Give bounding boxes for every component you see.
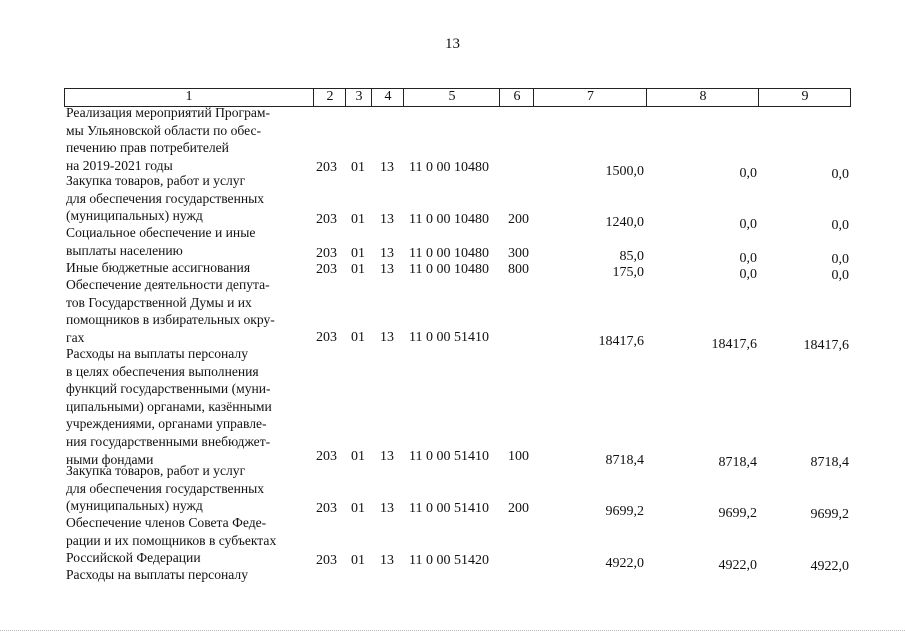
row-code-type: 200 bbox=[508, 501, 529, 516]
row-amount-col9: 4922,0 bbox=[810, 559, 849, 574]
row-code-admin: 203 bbox=[316, 246, 337, 261]
row-amount-col7: 9699,2 bbox=[605, 504, 644, 519]
header-col-4: 4 bbox=[371, 89, 404, 106]
row-description: Обеспечение деятельности депута- тов Государственной Думы и их помощников в избирательных окру- гах bbox=[66, 277, 275, 345]
row-code-subsection: 13 bbox=[380, 553, 394, 568]
row-code-section: 01 bbox=[351, 330, 365, 345]
row-amount-col9: 18417,6 bbox=[803, 338, 849, 353]
row-code-subsection: 13 bbox=[380, 330, 394, 345]
row-code-type: 300 bbox=[508, 246, 529, 261]
row-code-type: 100 bbox=[508, 449, 529, 464]
row-description: Реализация мероприятий Програм- мы Ульяновской области по обес- печению прав потребителей на 2019-2021 годы bbox=[66, 105, 271, 173]
header-col-8: 8 bbox=[646, 89, 759, 106]
row-code-subsection: 13 bbox=[380, 160, 394, 175]
row-amount-col8: 0,0 bbox=[739, 166, 757, 181]
row-amount-col8: 0,0 bbox=[739, 251, 757, 266]
row-code-subsection: 13 bbox=[380, 212, 394, 227]
row-code-admin: 203 bbox=[316, 553, 337, 568]
row-amount-col8: 8718,4 bbox=[718, 455, 757, 470]
row-code-subsection: 13 bbox=[380, 262, 394, 277]
row-amount-col8: 18417,6 bbox=[711, 337, 757, 352]
row-description: Иные бюджетные ассигнования bbox=[66, 260, 251, 275]
row-amount-col7: 175,0 bbox=[612, 265, 644, 280]
row-description: Расходы на выплаты персоналу bbox=[66, 567, 248, 582]
row-description: Закупка товаров, работ и услуг для обеспечения государственных (муниципальных) нужд bbox=[66, 463, 265, 514]
header-col-1: 1 bbox=[185, 89, 193, 104]
row-amount-col7: 8718,4 bbox=[605, 453, 644, 468]
row-code-subsection: 13 bbox=[380, 246, 394, 261]
row-code-target: 11 0 00 10480 bbox=[409, 262, 489, 277]
row-description: Обеспечение членов Совета Феде- рации и их помощников в субъектах Российской Федерации bbox=[66, 515, 277, 566]
row-code-target: 11 0 00 51410 bbox=[409, 501, 489, 516]
row-amount-col8: 0,0 bbox=[739, 267, 757, 282]
row-amount-col8: 4922,0 bbox=[718, 558, 757, 573]
row-code-admin: 203 bbox=[316, 212, 337, 227]
row-amount-col7: 1240,0 bbox=[605, 215, 644, 230]
row-code-section: 01 bbox=[351, 212, 365, 227]
row-amount-col8: 9699,2 bbox=[718, 506, 757, 521]
row-code-section: 01 bbox=[351, 246, 365, 261]
scan-edge-divider bbox=[0, 630, 905, 631]
row-code-type: 800 bbox=[508, 262, 529, 277]
row-code-section: 01 bbox=[351, 449, 365, 464]
row-amount-col9: 0,0 bbox=[831, 167, 849, 182]
row-code-admin: 203 bbox=[316, 501, 337, 516]
row-code-section: 01 bbox=[351, 160, 365, 175]
header-col-3: 3 bbox=[345, 89, 372, 106]
row-code-target: 11 0 00 10480 bbox=[409, 246, 489, 261]
row-amount-col9: 0,0 bbox=[831, 268, 849, 283]
row-code-admin: 203 bbox=[316, 449, 337, 464]
row-code-target: 11 0 00 10480 bbox=[409, 212, 489, 227]
row-amount-col9: 0,0 bbox=[831, 218, 849, 233]
row-amount-col7: 1500,0 bbox=[605, 164, 644, 179]
row-amount-col8: 0,0 bbox=[739, 217, 757, 232]
row-code-type: 200 bbox=[508, 212, 529, 227]
header-col-9: 9 bbox=[758, 89, 851, 106]
row-code-subsection: 13 bbox=[380, 449, 394, 464]
page-number: 13 bbox=[445, 36, 460, 52]
row-description: Социальное обеспечение и иные выплаты населению bbox=[66, 225, 256, 258]
header-col-7: 7 bbox=[533, 89, 647, 106]
row-code-subsection: 13 bbox=[380, 501, 394, 516]
row-code-admin: 203 bbox=[316, 330, 337, 345]
row-code-target: 11 0 00 51410 bbox=[409, 449, 489, 464]
row-code-target: 11 0 00 51410 bbox=[409, 330, 489, 345]
row-code-section: 01 bbox=[351, 501, 365, 516]
header-col-2: 2 bbox=[313, 89, 346, 106]
row-amount-col7: 85,0 bbox=[619, 249, 644, 264]
row-code-admin: 203 bbox=[316, 160, 337, 175]
row-description: Расходы на выплаты персоналу в целях обеспечения выполнения функций государственными (муни- ципальными) органами, казёнными учреждениями, органами управле- ния государственными внебюджет- ными фондами bbox=[66, 346, 272, 467]
row-code-section: 01 bbox=[351, 262, 365, 277]
row-description: Закупка товаров, работ и услуг для обеспечения государственных (муниципальных) нужд bbox=[66, 173, 265, 224]
row-code-admin: 203 bbox=[316, 262, 337, 277]
row-amount-col7: 18417,6 bbox=[598, 334, 644, 349]
row-code-target: 11 0 00 51420 bbox=[409, 553, 489, 568]
row-amount-col9: 8718,4 bbox=[810, 455, 849, 470]
header-col-6: 6 bbox=[499, 89, 534, 106]
header-col-5: 5 bbox=[403, 89, 500, 106]
row-amount-col9: 9699,2 bbox=[810, 507, 849, 522]
row-code-section: 01 bbox=[351, 553, 365, 568]
row-amount-col7: 4922,0 bbox=[605, 556, 644, 571]
row-code-target: 11 0 00 10480 bbox=[409, 160, 489, 175]
row-amount-col9: 0,0 bbox=[831, 252, 849, 267]
